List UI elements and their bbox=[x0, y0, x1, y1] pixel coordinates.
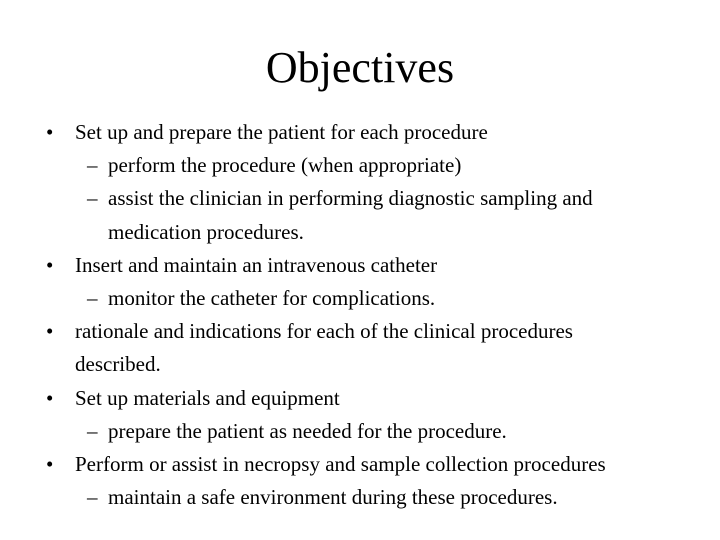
sub-bullet-item-text: assist the clinician in performing diagnostic sampling and bbox=[108, 186, 593, 211]
sub-bullet-item-text: medication procedures. bbox=[108, 219, 304, 244]
sub-bullet-item-text: perform the procedure (when appropriate) bbox=[108, 153, 462, 178]
dash-marker: – bbox=[87, 485, 98, 510]
sub-bullet-item-text: maintain a safe environment during these procedures. bbox=[108, 485, 558, 510]
bullet-marker: • bbox=[46, 452, 54, 476]
dash-marker: – bbox=[87, 418, 98, 443]
bullet-marker: • bbox=[46, 252, 54, 277]
bullet-item-text: described. bbox=[75, 352, 161, 377]
sub-bullet-item-text: prepare the patient as needed for the procedure. bbox=[108, 418, 507, 443]
bullet-item-text: Perform or assist in necropsy and sample collection procedures bbox=[75, 452, 606, 476]
bullet-item-text: Set up materials and equipment bbox=[75, 385, 340, 410]
bullet-item-text: rationale and indications for each of the clinical procedures bbox=[75, 319, 573, 344]
bullet-marker: • bbox=[46, 385, 54, 410]
bullet-item-text: Set up and prepare the patient for each procedure bbox=[75, 120, 488, 144]
dash-marker: – bbox=[87, 186, 98, 211]
slide-title: Objectives bbox=[265, 43, 455, 92]
sub-bullet-item-text: monitor the catheter for complications. bbox=[108, 286, 436, 310]
bullet-marker: • bbox=[46, 319, 54, 344]
bullet-item-text: Insert and maintain an intravenous catheter bbox=[75, 252, 438, 277]
dash-marker: – bbox=[87, 286, 98, 310]
bullet-marker: • bbox=[46, 120, 54, 144]
dash-marker: – bbox=[87, 153, 98, 178]
